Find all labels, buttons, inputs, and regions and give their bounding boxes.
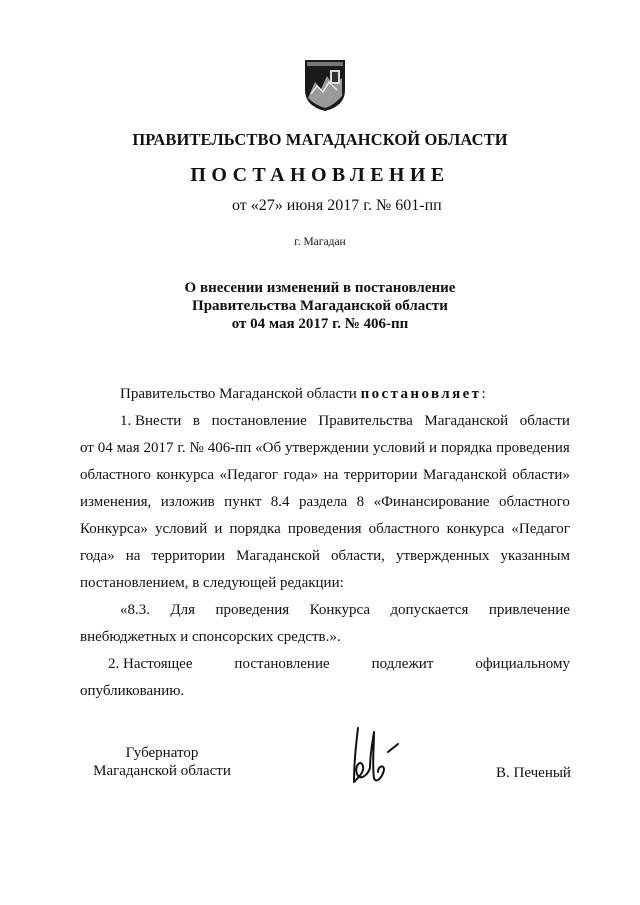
signatory-position <box>90 744 234 780</box>
word: области, <box>331 548 385 564</box>
word: «Об <box>255 440 282 456</box>
word: проведения <box>287 521 362 537</box>
word: условий <box>372 440 426 456</box>
word: на <box>125 548 141 564</box>
quote-line-2: внебюджетных и спонсорских средств.». <box>80 629 341 645</box>
document-date-number: от «27» июня 2017 г. № 601-пп <box>232 197 442 214</box>
item-1-line-1 <box>120 413 570 430</box>
word: на <box>323 467 339 483</box>
word: проведения <box>496 440 570 456</box>
word: территории <box>343 467 418 483</box>
word: «Педагог <box>219 467 279 483</box>
word: № <box>189 440 204 456</box>
handwritten-signature <box>340 718 404 790</box>
word: порядка <box>229 521 281 537</box>
quote-line-1 <box>120 602 570 619</box>
word: порядка <box>440 440 493 456</box>
item-1-line-5 <box>80 521 570 538</box>
word: условий <box>154 521 208 537</box>
subject-line-2: Правительства Магаданской области <box>192 298 448 314</box>
word: изложив <box>160 494 215 510</box>
item-1-line-2 <box>80 440 570 457</box>
item-1-line-7: постановлением, в следующей редакции: <box>80 575 344 591</box>
signatory-position-line-1: Губернатор <box>125 745 199 761</box>
word: областного <box>80 467 151 483</box>
word: пункт <box>224 494 262 510</box>
word: раздела <box>298 494 348 510</box>
word: 8 <box>356 494 365 510</box>
signatory-name: В. Печеный <box>496 765 571 781</box>
word: конкурса <box>156 467 215 483</box>
word: изменения, <box>80 494 152 510</box>
word: проведения <box>215 602 290 618</box>
word: Для <box>170 602 196 618</box>
word: 2. Настоящее <box>108 656 193 672</box>
word: Правительства <box>318 413 413 429</box>
word: Конкурса» <box>80 521 148 537</box>
word: и <box>429 440 438 456</box>
word: «8.3. <box>120 602 150 618</box>
word: 2017 <box>143 440 174 456</box>
word: постановление <box>234 656 330 672</box>
preamble-keyword: постановляет <box>360 386 482 402</box>
word: 406-пп <box>207 440 252 456</box>
word: года» <box>80 548 115 564</box>
word: Магаданской <box>236 548 320 564</box>
word: 1. Внести <box>120 413 182 429</box>
word: Магаданской <box>424 413 509 429</box>
preamble <box>120 386 486 403</box>
word: официальному <box>475 656 570 672</box>
word: области <box>519 413 570 429</box>
preamble-colon: : <box>481 386 486 402</box>
signatory-position-line-2: Магаданской области <box>93 763 231 779</box>
subject-line-1: О внесении изменений в постановление <box>184 280 456 296</box>
item-2-line-1 <box>108 656 570 673</box>
word: привлечение <box>488 602 570 618</box>
word: в <box>192 413 200 429</box>
issue-city: г. Магадан <box>294 236 346 248</box>
word: и <box>214 521 223 537</box>
subject-line-3: от 04 мая 2017 г. № 406-пп <box>231 316 409 332</box>
item-2-line-2: опубликованию. <box>80 683 185 699</box>
word: мая <box>116 440 140 456</box>
word: Конкурса <box>309 602 370 618</box>
word: территории <box>151 548 226 564</box>
word: Магаданской <box>422 467 507 483</box>
word: утверждении <box>285 440 369 456</box>
word: допускается <box>390 602 469 618</box>
word: подлежит <box>371 656 434 672</box>
word: областного <box>368 521 440 537</box>
word: «Педагог <box>511 521 570 537</box>
government-title: ПРАВИТЕЛЬСТВО МАГАДАНСКОЙ ОБЛАСТИ <box>132 130 508 149</box>
word: постановление <box>211 413 307 429</box>
coat-of-arms-emblem <box>303 58 347 112</box>
item-1-line-3 <box>80 467 570 484</box>
word: «Финансирование <box>373 494 490 510</box>
word: 8.4 <box>270 494 290 510</box>
preamble-lead: Правительство Магаданской области <box>120 386 357 402</box>
document-subject <box>0 279 640 333</box>
word: указанным <box>500 548 570 564</box>
word: областного <box>499 494 570 510</box>
word: года» <box>283 467 319 483</box>
item-1-line-6 <box>80 548 570 565</box>
word: конкурса <box>446 521 505 537</box>
word: от <box>80 440 94 456</box>
word: г. <box>177 440 186 456</box>
word: области» <box>512 467 570 483</box>
word: 04 <box>97 440 113 456</box>
item-1-line-4 <box>80 494 570 511</box>
document-type: ПОСТАНОВЛЕНИЕ <box>190 164 450 186</box>
word: утвержденных <box>395 548 490 564</box>
